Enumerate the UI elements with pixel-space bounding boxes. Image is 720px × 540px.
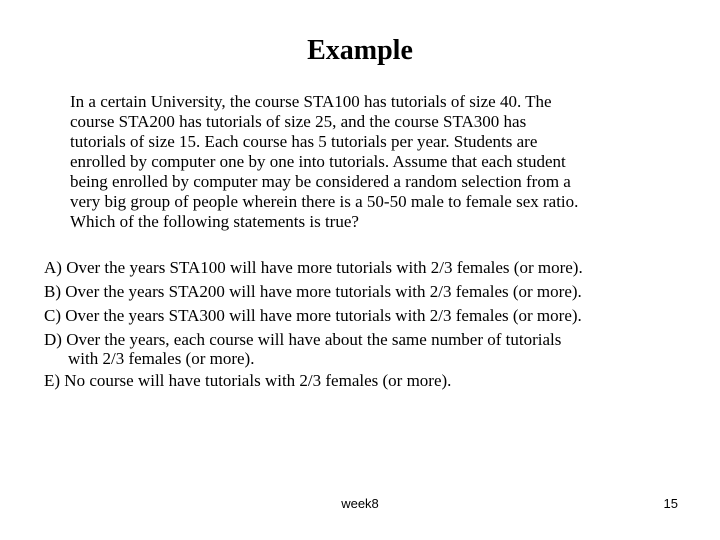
option-b: B) Over the years STA200 will have more tutorials with 2/3 females (or more). — [44, 282, 582, 301]
question-line: being enrolled by computer may be considered a random selection from a — [70, 172, 571, 191]
question-line: very big group of people wherein there is a 50-50 male to female sex ratio. — [70, 192, 579, 211]
option-d: D) Over the years, each course will have about the same number of tutorials — [44, 330, 562, 349]
option-e: E) No course will have tutorials with 2/3 females (or more). — [44, 371, 452, 390]
option-d-continued: with 2/3 females (or more). — [68, 349, 255, 368]
question-line: tutorials of size 15. Each course has 5 tutorials per year. Students are — [70, 132, 538, 151]
question-line: course STA200 has tutorials of size 25, and the course STA300 has — [70, 112, 527, 131]
answer-options — [44, 256, 704, 393]
slide-title: Example — [307, 35, 413, 66]
question-line: enrolled by computer one by one into tutorials. Assume that each student — [70, 152, 566, 171]
question-line: Which of the following statements is true? — [70, 212, 359, 231]
option-c: C) Over the years STA300 will have more tutorials with 2/3 females (or more). — [44, 306, 582, 325]
page-number: 15 — [663, 496, 678, 511]
option-a: A) Over the years STA100 will have more tutorials with 2/3 females (or more). — [44, 258, 583, 277]
question-line: In a certain University, the course STA100 has tutorials of size 40. The — [70, 92, 552, 111]
question-text — [70, 92, 690, 232]
footer-label: week8 — [341, 496, 379, 511]
